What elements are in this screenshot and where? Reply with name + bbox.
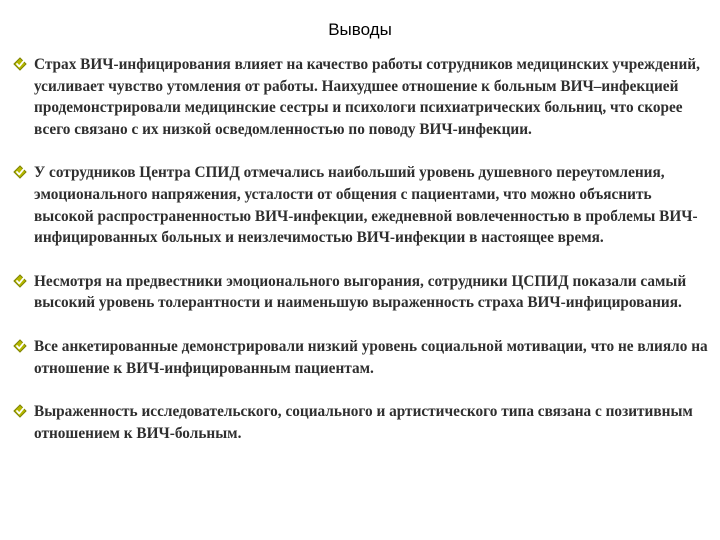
checkmark-diamond-icon bbox=[12, 56, 32, 74]
checkmark-diamond-icon bbox=[12, 338, 32, 356]
list-item bbox=[12, 336, 712, 379]
conclusions-list bbox=[12, 54, 712, 466]
checkmark-diamond-icon bbox=[12, 403, 32, 421]
checkmark-diamond-icon bbox=[12, 164, 32, 182]
list-item bbox=[12, 162, 712, 248]
list-item bbox=[12, 54, 712, 140]
checkmark-diamond-icon bbox=[12, 273, 32, 291]
list-item bbox=[12, 271, 712, 314]
bullet-text: Несмотря на предвестники эмоционального выгорания, сотрудники ЦСПИД показали самый высокий уровень толерантности и наименьшую выраженность страха ВИЧ-инфицирования. bbox=[34, 272, 687, 312]
bullet-text: У сотрудников Центра СПИД отмечались наибольший уровень душевного переутомления, эмоционального напряжения, усталости от общения с пациентами, что можно объяснить высокой распространенностью ВИЧ-инфекции, ежедневной вовлеченностью в проблемы ВИЧ-инфицированных больных и неизлечимостью ВИЧ-инфекции в настоящее время. bbox=[34, 164, 698, 247]
list-item bbox=[12, 401, 712, 444]
bullet-text: Выраженность исследовательского, социального и артистического типа связана с позитивным отношением к ВИЧ-больным. bbox=[34, 403, 693, 442]
slide-title: Выводы bbox=[328, 20, 392, 39]
bullet-text: Все анкетированные демонстрировали низкий уровень социальной мотивации, что не влияло на отношение к ВИЧ-инфицированным пациентам. bbox=[34, 337, 708, 377]
bullet-text: Страх ВИЧ-инфицирования влияет на качество работы сотрудников медицинских учреждений, усиливает чувство утомления от работы. Наихудшее отношение к больным ВИЧ–инфекцией продемонстрировали медицинские сестры и психологи психиатрических больниц, что скорее всего связано с их низкой осведомленностью по поводу ВИЧ-инфекции. bbox=[34, 56, 700, 138]
